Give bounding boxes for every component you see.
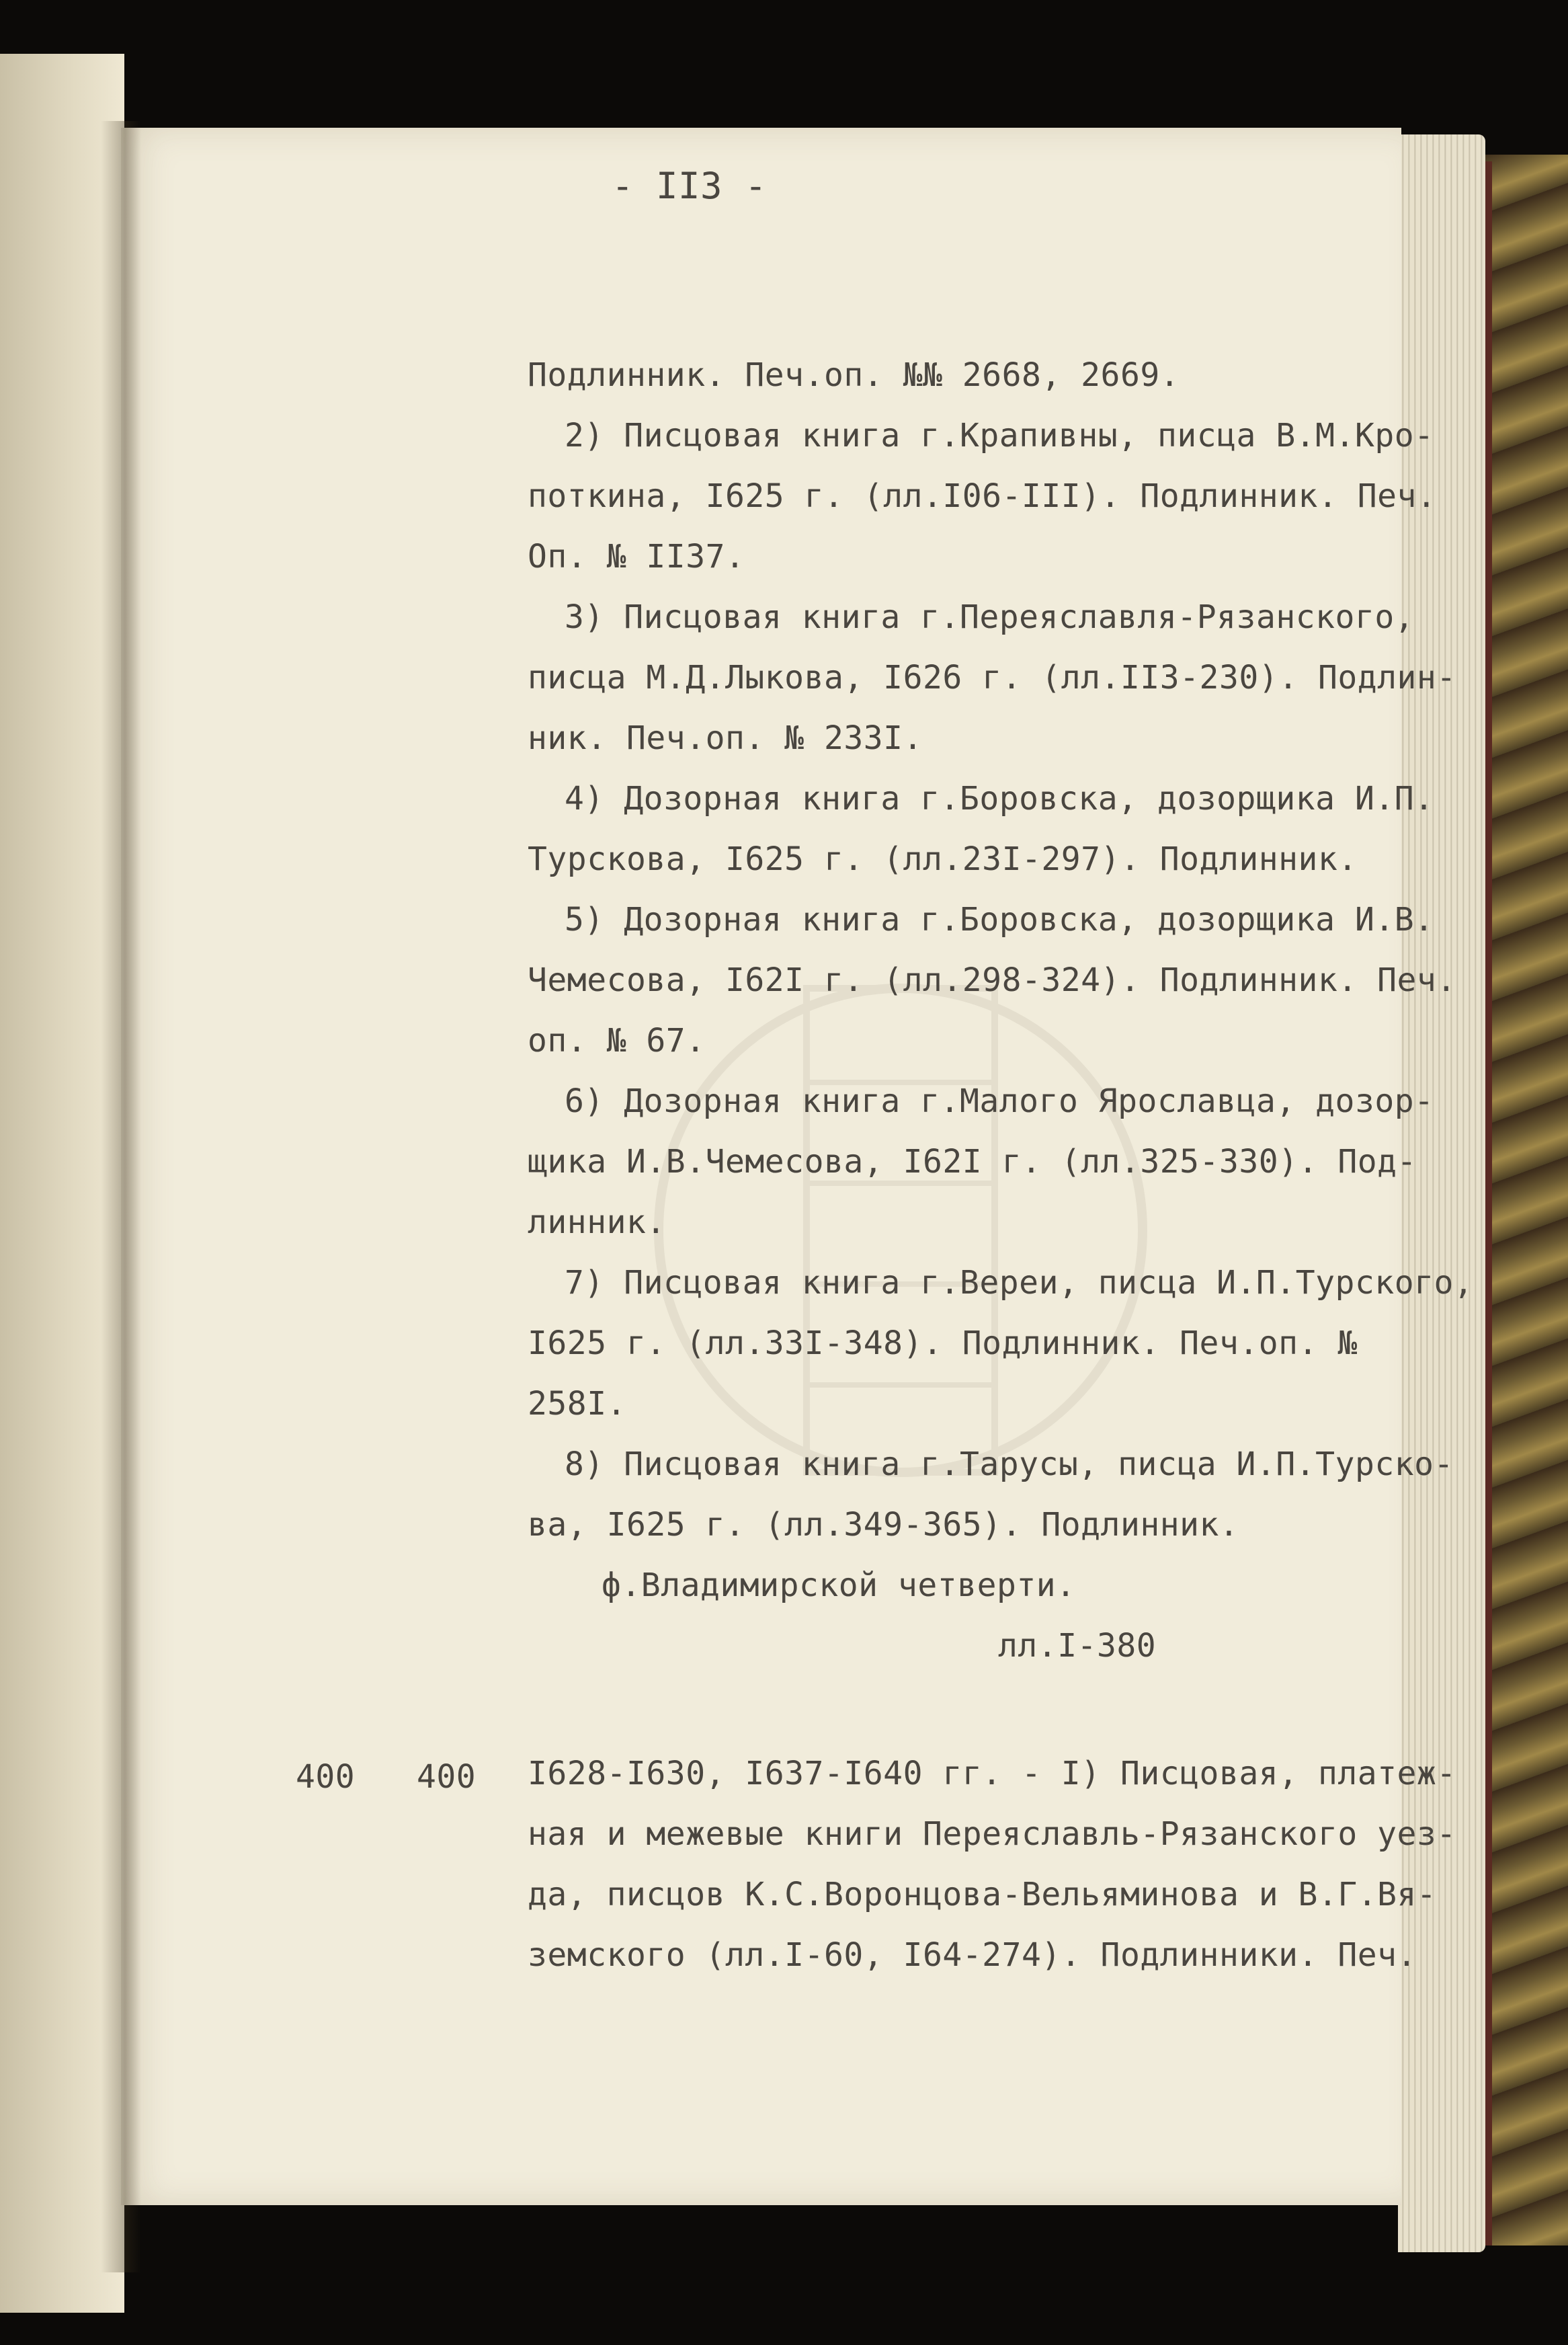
entry-line: да, писцов К.С.Воронцова-Вельяминова и В.Г.Вя- [528, 1876, 1437, 1913]
text-line: Чемесова, I62I г. (лл.298-324). Подлинник. Печ. [528, 961, 1456, 999]
text-line: ва, I625 г. (лл.349-365). Подлинник. [528, 1506, 1239, 1544]
page-gutter-shadow [101, 121, 141, 2272]
entry-line: земского (лл.I-60, I64-274). Подлинники. Печ. [528, 1936, 1417, 1974]
text-line: I625 г. (лл.33I-348). Подлинник. Печ.оп. № [528, 1324, 1358, 1362]
page-number: - II3 - [612, 165, 768, 207]
text-line: 7) Писцовая книга г.Вереи, писца И.П.Турского, [565, 1264, 1474, 1302]
sheet-range: лл.I-380 [998, 1627, 1157, 1665]
entry-number-1: 400 [296, 1758, 356, 1796]
text-line: 258I. [528, 1385, 626, 1423]
text-line: писца М.Д.Лыкова, I626 г. (лл.II3-230). Подлин- [528, 659, 1456, 697]
text-line: Турскова, I625 г. (лл.23I-297). Подлинник. [528, 840, 1358, 878]
text-line: поткина, I625 г. (лл.I06-III). Подлинник. Печ. [528, 477, 1437, 515]
entry-line: I628-I630, I637-I640 гг. - I) Писцовая, платеж- [528, 1755, 1456, 1792]
text-line: 8) Писцовая книга г.Тарусы, писца И.П.Турско- [565, 1445, 1454, 1483]
entry-number-2: 400 [417, 1758, 477, 1796]
text-line: оп. № 67. [528, 1022, 706, 1060]
text-line: 3) Писцовая книга г.Переяславля-Рязанского, [565, 598, 1415, 636]
text-line: 5) Дозорная книга г.Боровска, дозорщика И.В. [565, 901, 1434, 939]
text-line: ник. Печ.оп. № 233I. [528, 719, 923, 757]
fund-name: ф.Владимирской четверти. [602, 1566, 1076, 1604]
entry-line: ная и межевые книги Переяславль-Рязанского уез- [528, 1815, 1456, 1853]
text-line: 2) Писцовая книга г.Крапивны, писца В.М.Кро- [565, 417, 1434, 454]
text-line: Подлинник. Печ.оп. №№ 2668, 2669. [528, 356, 1180, 394]
text-line: Оп. № II37. [528, 538, 745, 575]
text-line: 4) Дозорная книга г.Боровска, дозорщика И.П. [565, 780, 1434, 818]
text-line: 6) Дозорная книга г.Малого Ярославца, дозор- [565, 1082, 1434, 1120]
text-line: щика И.В.Чемесова, I62I г. (лл.325-330). Под- [528, 1143, 1417, 1181]
text-line: линник. [528, 1203, 666, 1241]
